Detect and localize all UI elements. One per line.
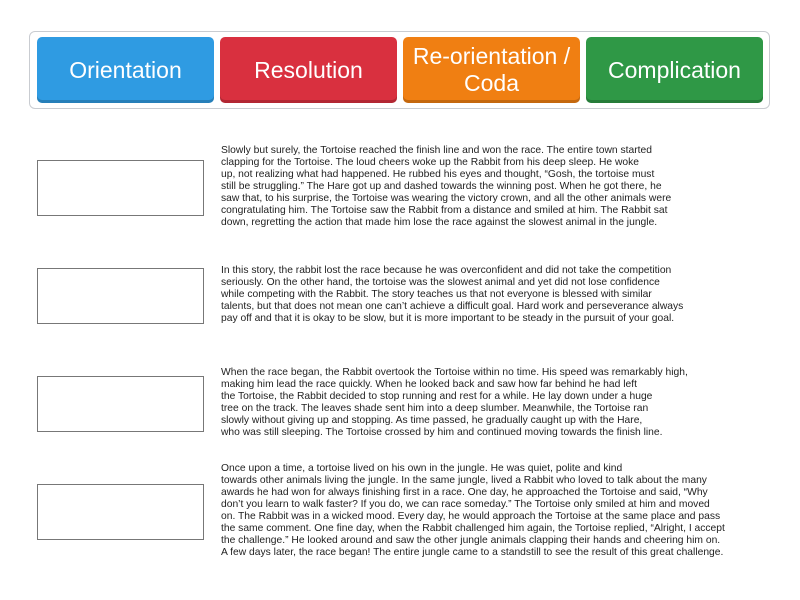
- drop-zone-1[interactable]: [37, 160, 204, 216]
- story-paragraph-2: In this story, the rabbit lost the race because he was overconfident and did not take the competition seriously. On the other hand, the tortoise was the slowest animal and yet did not lose confidence while competing with the Rabbit. The story teaches us that not everyone is blessed with similar talents, but that does not mean one can’t achieve a difficult goal. Hard work and perseverance always pay off and that it is okay to be slow, but it is more important to be steady in the pursuit of your goal.: [221, 265, 684, 324]
- tile-complication[interactable]: Complication: [586, 37, 763, 103]
- story-paragraph-1: Slowly but surely, the Tortoise reached the finish line and won the race. The entire town started clapping for the Tortoise. The loud cheers woke up the Rabbit from his deep sleep. He woke up, not realizing what had happened. He rubbed his eyes and thought, “Gosh, the tortoise must still be struggling.” The Hare got up and dashed towards the winning post. When he got there, he saw that, to his surprise, the Tortoise was wearing the victory crown, and all the other animals were congratulating him. The Tortoise saw the Rabbit from a distance and smiled at him. The Rabbit sat down, regretting the action that made him lose the race against the slowest animal in the jungle.: [221, 145, 672, 228]
- drop-zone-3[interactable]: [37, 376, 204, 432]
- tile-orientation[interactable]: Orientation: [37, 37, 214, 103]
- story-paragraph-4: Once upon a time, a tortoise lived on his own in the jungle. He was quiet, polite and kind towards other animals living the jungle. In the same jungle, lived a Rabbit who loved to talk about the many awards he had won for always finishing first in a race. One day, he approached the Tortoise and said, “Why don’t you learn to walk faster? If you do, we can race someday.” The Tortoise only smiled at him and moved on. The Rabbit was in a wicked mood. Every day, he would approach the Tortoise at the same place and pass the same comment. One fine day, when the Rabbit challenged him again, the Tortoise replied, “Alright, I accept the challenge.” He looked around and saw the other jungle animals clapping their hands and cheering him on. A few days later, the race began! The entire jungle came to a standstill to see the result of this great challenge.: [221, 463, 725, 558]
- drop-zone-4[interactable]: [37, 484, 204, 540]
- tile-re-orientation-coda[interactable]: Re-orientation / Coda: [403, 37, 580, 103]
- tile-resolution[interactable]: Resolution: [220, 37, 397, 103]
- drop-zone-2[interactable]: [37, 268, 204, 324]
- story-paragraph-3: When the race began, the Rabbit overtook the Tortoise within no time. His speed was remarkably high, making him lead the race quickly. When he looked back and saw how far behind he had left the Tortoise, the Rabbit decided to stop running and rest for a while. He lay down under a huge tree on the track. The leaves shade sent him into a deep slumber. Meanwhile, the Tortoise ran slowly without giving up and stopping. As time passed, he gradually caught up with the Hare, who was still sleeping. The Tortoise crossed by him and continued moving towards the finish line.: [221, 367, 688, 438]
